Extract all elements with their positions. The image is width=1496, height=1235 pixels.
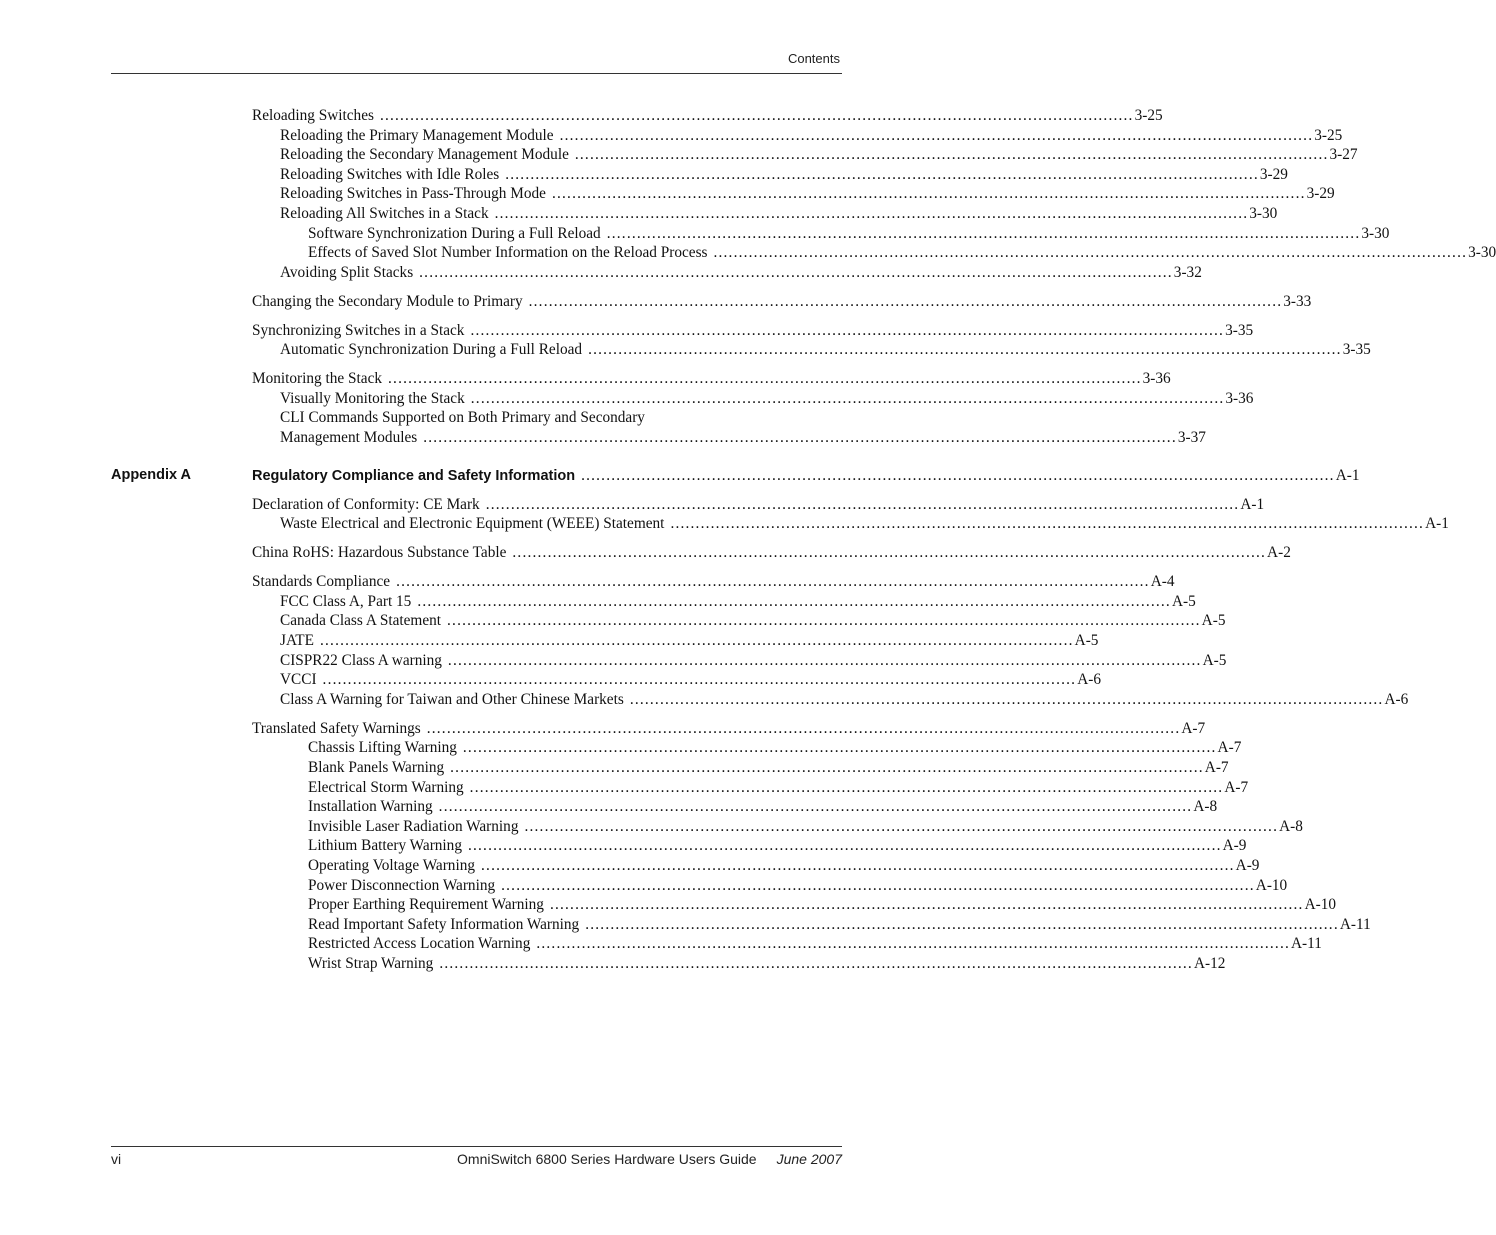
toc-entry[interactable]: Wrist Strap Warning ...................................................................................................................................................... A-12	[308, 954, 1226, 972]
toc-entry[interactable]: Declaration of Conformity: CE Mark ...................................................................................................................................................... A-1	[252, 495, 1265, 513]
toc-entry[interactable]: Reloading Switches with Idle Roles ...................................................................................................................................................... 3-29	[280, 165, 1288, 183]
toc-entry[interactable]: Reloading All Switches in a Stack ...................................................................................................................................................... 3-30	[280, 204, 1278, 222]
toc-entry[interactable]: Chassis Lifting Warning ...................................................................................................................................................... A-7	[308, 739, 1242, 757]
toc-page-number: 3-29	[1306, 185, 1335, 203]
toc-entry[interactable]: JATE ...................................................................................................................................................... A-5	[280, 632, 1099, 649]
toc-page-number: A-6	[1384, 690, 1409, 708]
toc-page-number: A-11	[1291, 935, 1322, 953]
toc-entry[interactable]: Reloading Switches in Pass-Through Mode ...................................................................................................................................................... 3-29	[280, 185, 1335, 203]
toc-page-number: 3-33	[1283, 292, 1312, 310]
toc-entry[interactable]: Monitoring the Stack ...................................................................................................................................................... 3-36	[252, 370, 1171, 388]
toc-entry[interactable]: Avoiding Split Stacks ...................................................................................................................................................... 3-32	[280, 263, 1202, 281]
toc-entry[interactable]: Automatic Synchronization During a Full Reload ...................................................................................................................................................... 3-35	[280, 341, 1371, 359]
toc-page-number: 3-30	[1249, 204, 1278, 222]
book-title: OmniSwitch 6800 Series Hardware Users Guide	[457, 1151, 757, 1167]
toc-entry[interactable]: Reloading Switches ...................................................................................................................................................... 3-25	[252, 107, 1163, 124]
toc-entry[interactable]: Standards Compliance ...................................................................................................................................................... A-4	[252, 573, 1175, 591]
appendix-title: Regulatory Compliance and Safety Information	[252, 467, 581, 487]
toc-entry[interactable]: Effects of Saved Slot Number Information on the Reload Process ...................................................................................................................................................... 3-30	[308, 244, 1496, 262]
toc-page-number: A-5	[1202, 651, 1227, 669]
toc-page-number: A-1	[1335, 466, 1360, 484]
toc-page-number: 3-30	[1468, 244, 1496, 262]
toc-page-number: A-7	[1224, 778, 1249, 796]
toc-page-number: A-7	[1217, 739, 1242, 757]
toc-entry[interactable]: Translated Safety Warnings ...................................................................................................................................................... A-7	[252, 719, 1206, 737]
toc-page-number: A-6	[1077, 671, 1101, 689]
toc-entry[interactable]: Canada Class A Statement ...................................................................................................................................................... A-5	[280, 612, 1226, 630]
toc-page-number: 3-36	[1142, 370, 1171, 388]
toc-page-number: A-9	[1222, 837, 1247, 855]
toc-entry[interactable]: Changing the Secondary Module to Primary ...................................................................................................................................................... 3-33	[252, 292, 1312, 310]
toc-page-number: A-7	[1181, 719, 1206, 737]
toc-page-number: A-12	[1193, 954, 1226, 972]
toc-entry[interactable]: Electrical Storm Warning ...................................................................................................................................................... A-7	[308, 778, 1249, 796]
toc-page-number: 3-30	[1361, 224, 1390, 242]
toc-entry[interactable]: Software Synchronization During a Full Reload ...................................................................................................................................................... 3-30	[308, 224, 1390, 242]
page-number: vi	[111, 1151, 122, 1167]
footer-divider	[111, 1146, 842, 1147]
toc-page-number: A-10	[1304, 896, 1337, 914]
toc-page-number: 3-36	[1225, 389, 1254, 407]
toc-page-number: 3-35	[1342, 341, 1371, 359]
toc-entry[interactable]: Management Modules ...................................................................................................................................................... 3-37	[280, 429, 1206, 447]
toc-page-number: A-5	[1074, 632, 1099, 649]
toc-page-number: A-1	[1240, 495, 1265, 513]
appendix-heading[interactable]: Appendix A Regulatory Compliance and Safety Information ...................................................................................................................................................... A-1	[0, 466, 954, 486]
toc-entry[interactable]: Reloading the Secondary Management Module ...................................................................................................................................................... 3-27	[280, 146, 1358, 164]
toc-page-number: 3-27	[1329, 146, 1358, 164]
toc-entry[interactable]: Visually Monitoring the Stack ...................................................................................................................................................... 3-36	[280, 389, 1254, 407]
toc-page-number: 3-32	[1173, 263, 1202, 281]
toc-entry[interactable]: Power Disconnection Warning ...................................................................................................................................................... A-10	[308, 876, 1288, 894]
toc-entry[interactable]: FCC Class A, Part 15 ...................................................................................................................................................... A-5	[280, 592, 1196, 610]
toc-entry[interactable]: Synchronizing Switches in a Stack ...................................................................................................................................................... 3-35	[252, 321, 1254, 339]
toc-page-number: 3-37	[1177, 429, 1206, 447]
toc-page-number: 3-25	[1314, 126, 1343, 144]
toc-entry[interactable]: CLI Commands Supported on Both Primary and Secondary	[0, 408, 954, 428]
toc-page-number: A-4	[1150, 573, 1175, 591]
toc-entry[interactable]: Read Important Safety Information Warning ...................................................................................................................................................... A-11	[308, 915, 1371, 933]
toc-page-number: A-9	[1235, 856, 1260, 874]
toc-page-number: 3-35	[1225, 321, 1254, 339]
header-divider	[111, 73, 842, 74]
toc-page-number: A-11	[1339, 915, 1371, 933]
appendix-label: Appendix A	[111, 466, 192, 483]
toc-page-number: A-7	[1204, 758, 1229, 776]
toc-entry[interactable]: VCCI ...................................................................................................................................................... A-6	[280, 671, 1101, 689]
toc-entry[interactable]: Proper Earthing Requirement Warning ...................................................................................................................................................... A-10	[308, 896, 1337, 914]
toc-entry[interactable]: Installation Warning ...................................................................................................................................................... A-8	[308, 798, 1218, 816]
toc-entry[interactable]: Waste Electrical and Electronic Equipment (WEEE) Statement ...................................................................................................................................................... A-1	[280, 515, 1449, 533]
toc-entry[interactable]: Reloading the Primary Management Module ...................................................................................................................................................... 3-25	[280, 126, 1343, 144]
publication-date: June 2007	[776, 1151, 842, 1167]
toc-page-number: 3-25	[1134, 107, 1163, 124]
section-label: Contents	[787, 51, 840, 66]
toc-page-number: A-8	[1193, 798, 1218, 816]
toc-entry[interactable]: Invisible Laser Radiation Warning ...................................................................................................................................................... A-8	[308, 817, 1303, 835]
table-of-contents	[0, 106, 1496, 973]
toc-page-number: A-5	[1201, 612, 1226, 630]
toc-page-number: A-8	[1279, 817, 1303, 835]
toc-page-number: 3-29	[1259, 165, 1288, 183]
toc-page-number: A-2	[1267, 544, 1291, 562]
toc-entry[interactable]: CISPR22 Class A warning ...................................................................................................................................................... A-5	[280, 651, 1227, 669]
toc-entry[interactable]: Blank Panels Warning ...................................................................................................................................................... A-7	[308, 758, 1229, 776]
toc-entry[interactable]: Class A Warning for Taiwan and Other Chinese Markets ...................................................................................................................................................... A-6	[280, 690, 1409, 708]
toc-page-number: A-1	[1425, 515, 1449, 533]
toc-entry[interactable]: Lithium Battery Warning ...................................................................................................................................................... A-9	[308, 837, 1247, 855]
toc-page-number: A-5	[1171, 592, 1196, 610]
toc-entry[interactable]: Operating Voltage Warning ...................................................................................................................................................... A-9	[308, 856, 1260, 874]
toc-entry[interactable]: Restricted Access Location Warning ...................................................................................................................................................... A-11	[308, 935, 1322, 953]
toc-page-number: A-10	[1255, 876, 1288, 894]
toc-entry[interactable]: China RoHS: Hazardous Substance Table ...................................................................................................................................................... A-2	[252, 544, 1291, 562]
